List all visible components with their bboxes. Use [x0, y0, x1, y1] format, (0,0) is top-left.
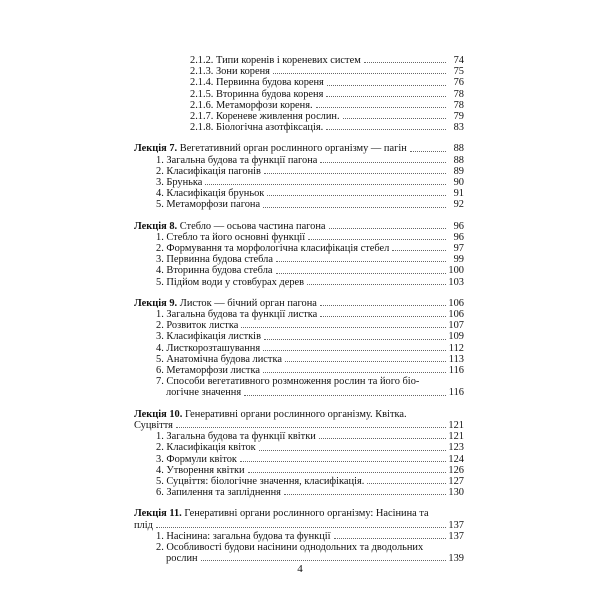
lecture-heading	[134, 409, 464, 420]
toc-entry-title: 1. Загальна будова та функції квітки	[156, 431, 316, 443]
toc-entry-page: 89	[453, 165, 464, 177]
lecture-label: Лекція 7.	[134, 143, 178, 155]
toc-entry-title: 3. Формули квіток	[156, 453, 237, 465]
toc-entry-page: 78	[453, 88, 464, 100]
toc-item	[134, 155, 464, 166]
toc-entry-title: 1. Загальна будова та функції листка	[156, 309, 318, 321]
toc-entry-page: 130	[448, 487, 464, 499]
lecture-label: Лекція 9.	[134, 297, 178, 309]
lecture-heading	[134, 143, 464, 154]
toc-item	[134, 277, 464, 288]
toc-entry-title: рослин	[166, 553, 198, 565]
lecture-heading	[134, 221, 464, 232]
lecture-page: 96	[453, 220, 464, 232]
lecture-page: 137	[448, 519, 464, 531]
toc-entry-page: 97	[453, 243, 464, 255]
toc-item	[134, 177, 464, 188]
lecture-title: Вегетативний орган рослинного організму — пагін	[179, 143, 407, 155]
toc-entry-page: 126	[448, 464, 464, 476]
lecture-label: Лекція 11.	[134, 508, 182, 520]
lecture-page: 88	[453, 143, 464, 155]
toc-entry-page: 139	[448, 553, 464, 565]
toc-item	[134, 265, 464, 276]
toc-entry-title: 2. Класифікація квіток	[156, 442, 256, 454]
toc-entry-title: 2.1.3. Зони кореня	[190, 66, 270, 78]
toc-entry-title: 1. Стебло та його основні функції	[156, 231, 306, 243]
toc-entry-title: 2.1.6. Метаморфози кореня.	[190, 99, 313, 111]
toc-entry-page: 112	[448, 342, 464, 354]
lecture-label: Лекція 10.	[134, 408, 183, 420]
toc-entry-page: 90	[453, 177, 464, 189]
toc-item	[134, 387, 464, 398]
toc-subsection	[134, 122, 464, 133]
toc-entry-title: 5. Анатомічна будова листка	[156, 353, 282, 365]
toc-entry-title: 2. Формування та морфологічна класифікація стебел	[156, 243, 390, 255]
toc-entry-page: 121	[448, 431, 464, 443]
toc-subsection	[134, 111, 464, 122]
toc-entry-title: 2. Розвиток листка	[156, 320, 239, 332]
toc-entry-page: 109	[448, 331, 464, 343]
toc-entry-title: 6. Запилення та запліднення	[156, 487, 281, 499]
toc-entry-title: 2. Класифікація пагонів	[156, 165, 261, 177]
toc-item	[134, 365, 464, 376]
toc-entry-page: 96	[453, 231, 464, 243]
toc-item	[134, 343, 464, 354]
toc-entry-page: 91	[453, 188, 464, 200]
toc-item	[134, 309, 464, 320]
toc-item	[134, 243, 464, 254]
lecture-page: 121	[448, 419, 464, 431]
toc-entry-page: 116	[448, 387, 464, 399]
toc-item	[134, 320, 464, 331]
toc-item	[134, 254, 464, 265]
lecture-heading	[134, 298, 464, 309]
lecture-title-cont: Суцвіття	[134, 419, 173, 431]
toc-entry-title: 1. Загальна будова та функції пагона	[156, 154, 318, 166]
toc-entry-page: 123	[448, 442, 464, 454]
toc-item	[134, 531, 464, 542]
table-of-contents	[134, 55, 464, 564]
toc-entry-title: 2.1.2. Типи коренів і кореневих систем	[190, 55, 361, 66]
toc-subsection	[134, 55, 464, 66]
lecture-title: Стебло — осьова частина пагона	[179, 220, 326, 232]
toc-entry-page: 78	[453, 99, 464, 111]
toc-entry-page: 113	[448, 353, 464, 365]
toc-entry-page: 79	[453, 111, 464, 123]
toc-entry-page: 83	[453, 122, 464, 134]
toc-item	[134, 188, 464, 199]
toc-entry-title: 5. Підйом води у стовбурах дерев	[156, 276, 305, 288]
toc-item	[134, 454, 464, 465]
toc-entry-title: 3. Класифікація листків	[156, 331, 261, 343]
lecture-label: Лекція 8.	[134, 220, 178, 232]
toc-item	[134, 232, 464, 243]
toc-item	[134, 331, 464, 342]
toc-item	[134, 487, 464, 498]
lecture-title: Листок — бічний орган пагона	[179, 297, 317, 309]
toc-subsection	[134, 89, 464, 100]
toc-entry-page: 127	[448, 475, 464, 487]
toc-item	[134, 465, 464, 476]
toc-item	[134, 166, 464, 177]
toc-subsection	[134, 100, 464, 111]
toc-entry-title: 3. Брунька	[156, 177, 203, 189]
toc-entry-title: 5. Суцвіття: біологічне значення, класифікація.	[156, 475, 365, 487]
lecture-title: Генеративні органи рослинного організму: Насінина та	[184, 508, 429, 520]
toc-entry-page: 99	[453, 254, 464, 266]
toc-entry-page: 100	[448, 265, 464, 277]
toc-item	[134, 199, 464, 210]
toc-entry-title: 2.1.4. Первинна будова кореня	[190, 77, 324, 89]
toc-entry-page: 107	[448, 320, 464, 332]
toc-entry-page: 116	[448, 365, 464, 377]
toc-entry-page: 88	[453, 154, 464, 166]
toc-entry-title: 4. Класифікація бруньок	[156, 188, 265, 200]
toc-entry-title: 4. Утворення квітки	[156, 464, 245, 476]
toc-entry-page: 75	[453, 66, 464, 78]
lecture-heading-cont	[134, 520, 464, 531]
toc-entry-page: 103	[448, 276, 464, 288]
toc-entry-title: 5. Метаморфози пагона	[156, 199, 261, 211]
toc-item-wrapped-line: 7. Способи вегетативного розмноження рослин та його біо-	[156, 376, 420, 388]
toc-item	[134, 476, 464, 487]
toc-entry-page: 92	[453, 199, 464, 211]
toc-item-wrapped-line: 2. Особливості будови насінини однодольних та дводольних	[156, 541, 424, 553]
lecture-heading-cont	[134, 420, 464, 431]
toc-entry-title: 6. Метаморфози листка	[156, 365, 260, 377]
toc-entry-title: 1. Насінина: загальна будова та функції	[156, 530, 331, 542]
toc-entry-title: 4. Листкорозташування	[156, 342, 261, 354]
lecture-heading	[134, 508, 464, 519]
toc-entry-title: 3. Первинна будова стебла	[156, 254, 273, 266]
toc-entry-page: 76	[453, 77, 464, 89]
toc-item	[134, 442, 464, 453]
toc-entry-page: 106	[448, 309, 464, 321]
toc-entry-page: 124	[448, 453, 464, 465]
toc-entry-title: 2.1.5. Вторинна будова кореня	[190, 88, 324, 100]
toc-subsection	[134, 66, 464, 77]
toc-entry-title: 2.1.7. Кореневе живлення рослин.	[190, 111, 340, 123]
toc-entry-title: 4. Вторинна будова стебла	[156, 265, 273, 277]
toc-entry-page: 137	[448, 530, 464, 542]
toc-entry-page: 74	[453, 55, 464, 66]
toc-entry-title: 2.1.8. Біологічна азотфіксація.	[190, 122, 324, 134]
toc-item	[134, 354, 464, 365]
lecture-title: Генеративні органи рослинного організму. Квітка.	[184, 408, 407, 420]
lecture-page: 106	[448, 297, 464, 309]
page-number: 4	[297, 563, 303, 575]
toc-item	[134, 431, 464, 442]
toc-subsection	[134, 77, 464, 88]
toc-entry-title: логічне значення	[166, 387, 242, 399]
lecture-title-cont: плід	[134, 519, 153, 531]
